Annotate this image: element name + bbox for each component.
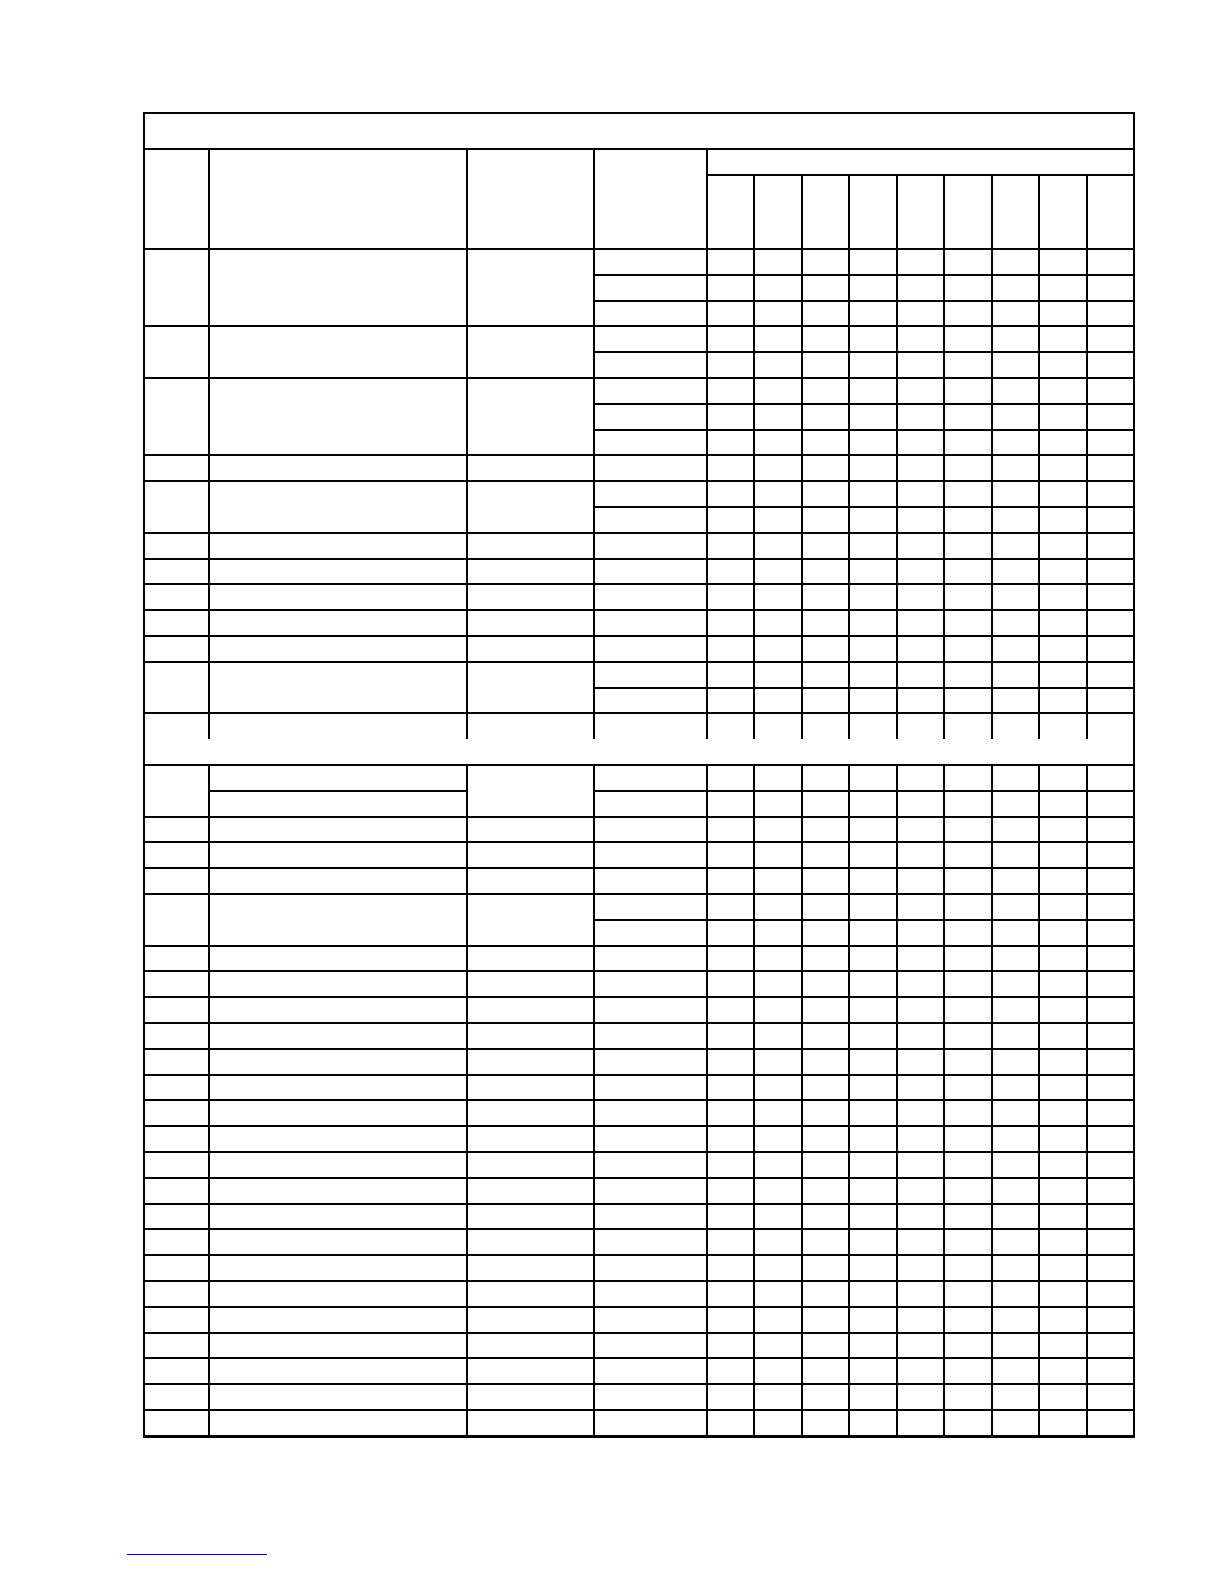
footnote-separator	[127, 1554, 267, 1555]
table-frame	[144, 113, 1134, 1437]
